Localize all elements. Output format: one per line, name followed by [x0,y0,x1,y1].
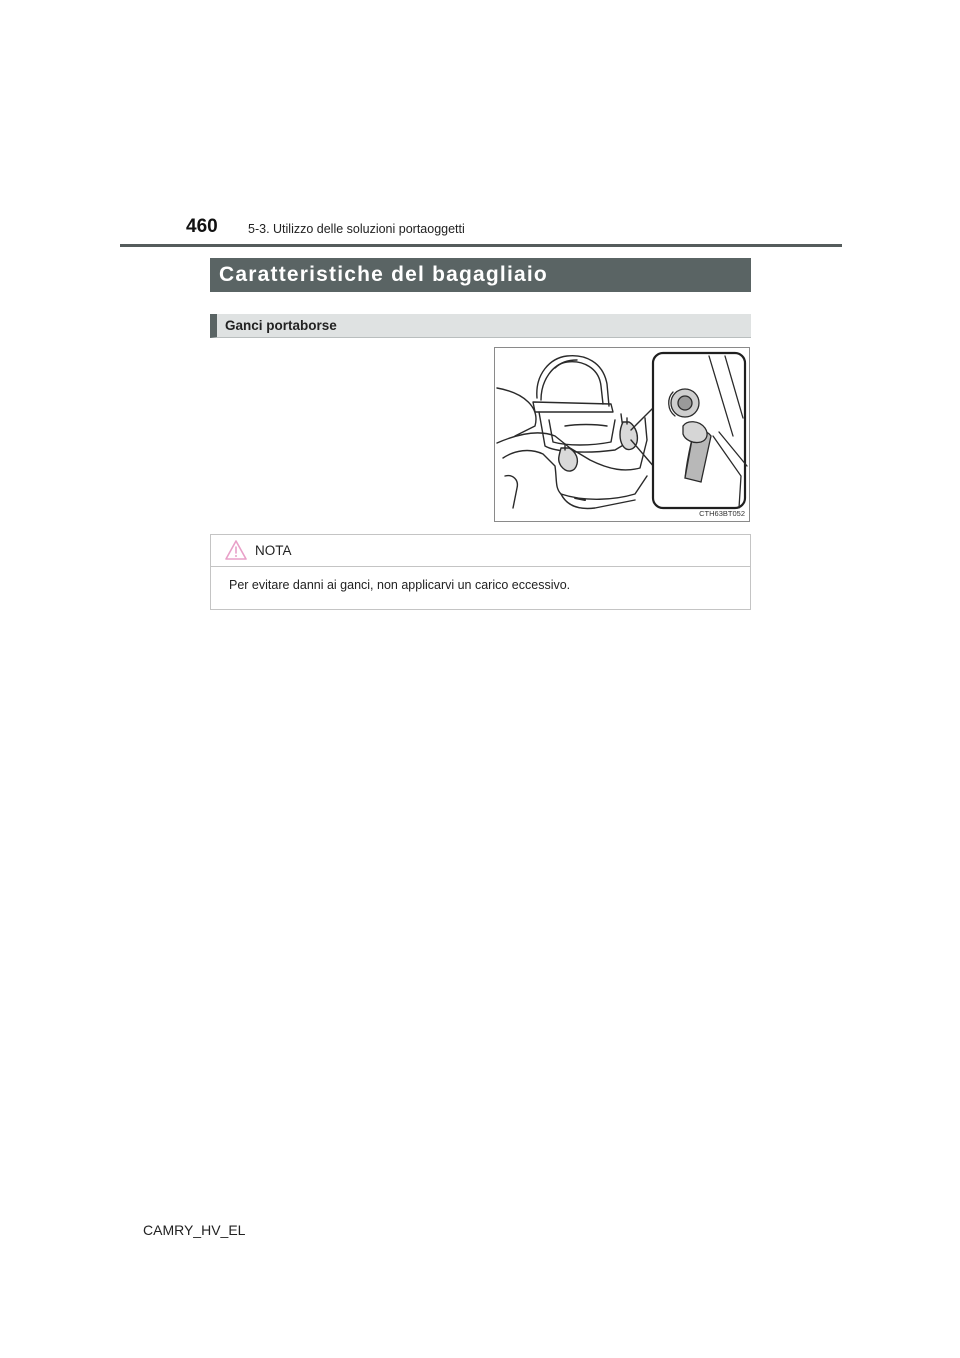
header-divider [120,244,842,247]
document-id: CAMRY_HV_EL [143,1222,246,1238]
figure-code: CTH63BT052 [699,509,745,518]
trunk-hooks-illustration [494,347,750,522]
note-label: NOTA [255,543,292,558]
subheading: Ganci portaborse [210,314,751,338]
note-text: Per evitare danni ai ganci, non applicarvi un carico eccessivo. [229,578,571,592]
note-header [211,535,750,567]
page-number: 460 [186,216,218,237]
section-title: 5-3. Utilizzo delle soluzioni portaoggetti [248,222,465,236]
car-trunk-drawing [495,348,749,521]
warning-triangle-icon [225,539,247,566]
note-box [210,534,751,610]
page-title: Caratteristiche del bagagliaio [210,258,751,292]
